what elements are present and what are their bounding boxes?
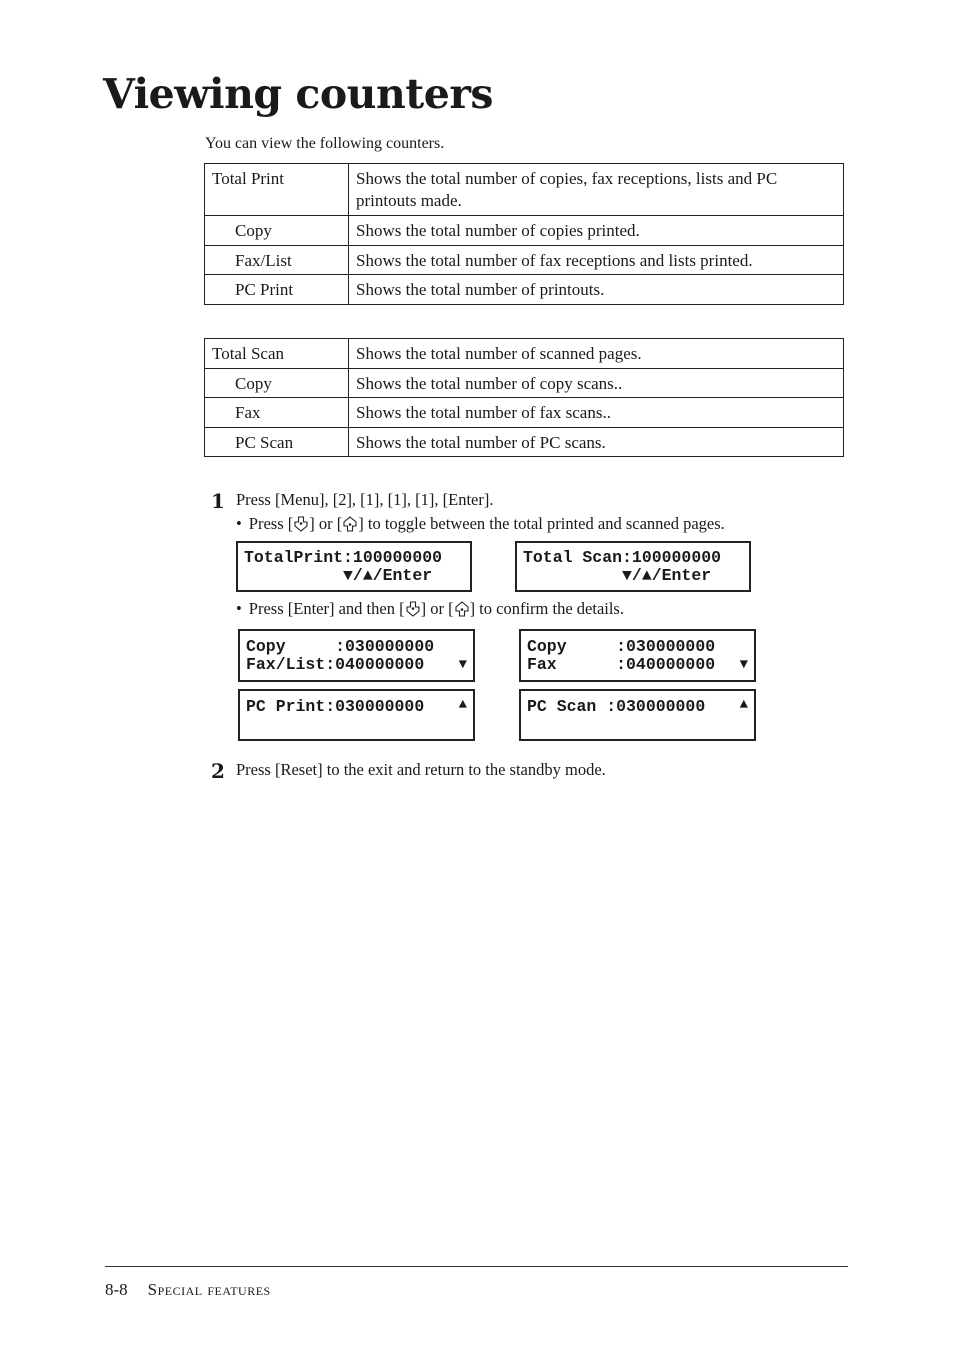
counter-description: Shows the total number of copies printed. — [349, 216, 844, 246]
counter-description: Shows the total number of copies, fax receptions, lists and PC printouts made. — [349, 164, 844, 216]
table-row — [205, 368, 844, 398]
counter-label: PC Scan — [205, 427, 349, 457]
up-key-icon — [455, 601, 469, 617]
bullet-mark: • — [236, 514, 242, 533]
down-arrow-icon: ▼ — [458, 657, 467, 673]
counter-label: Copy — [205, 216, 349, 246]
lcd-line: ▼/▲/Enter — [244, 566, 433, 585]
counter-description: Shows the total number of scanned pages. — [349, 339, 844, 369]
bullet-mark: • — [236, 599, 242, 618]
counter-label: Copy — [205, 368, 349, 398]
counter-label: Fax/List — [205, 245, 349, 275]
step-1-text: Press [Menu], [2], [1], [1], [1], [Enter]. — [236, 490, 494, 509]
bullet-toggle — [236, 513, 725, 535]
down-arrow-icon: ▼ — [739, 657, 748, 673]
counter-label: Fax — [205, 398, 349, 428]
lcd-line: PC Print:030000000 — [246, 697, 425, 716]
lcd-print-copy-fax — [238, 629, 475, 682]
lcd-line: ▼/▲/Enter — [523, 566, 712, 585]
lcd-line: TotalPrint:100000000 — [244, 548, 443, 567]
table-row — [205, 275, 844, 305]
step-2-text: Press [Reset] to the exit and return to the standby mode. — [236, 760, 606, 779]
up-arrow-icon: ▲ — [458, 697, 467, 713]
table-row — [205, 398, 844, 428]
print-counters-table — [204, 163, 844, 305]
page-title: Viewing counters — [103, 70, 494, 118]
lcd-line: Fax :040000000 — [527, 655, 716, 674]
table-row — [205, 339, 844, 369]
counter-label: Total Print — [205, 164, 349, 216]
table-row — [205, 427, 844, 457]
lcd-pc-scan — [519, 689, 756, 741]
lcd-total-print — [236, 541, 472, 592]
counter-description: Shows the total number of printouts. — [349, 275, 844, 305]
bullet-confirm — [236, 598, 624, 620]
counter-label: PC Print — [205, 275, 349, 305]
lcd-line: Copy :030000000 — [527, 637, 716, 656]
bullet-text: ] or [ — [309, 514, 343, 533]
table-row — [205, 164, 844, 216]
lcd-line: PC Scan :030000000 — [527, 697, 706, 716]
counter-description: Shows the total number of PC scans. — [349, 427, 844, 457]
bullet-text: Press [ — [248, 514, 294, 533]
footer-rule — [105, 1266, 848, 1267]
bullet-text: ] to confirm the details. — [469, 599, 624, 618]
up-arrow-icon: ▲ — [739, 697, 748, 713]
section-name: Special features — [147, 1280, 271, 1299]
down-key-icon — [294, 516, 308, 532]
bullet-text: ] to toggle between the total printed and scanned pages. — [358, 514, 725, 533]
counter-description: Shows the total number of copy scans.. — [349, 368, 844, 398]
table-row — [205, 216, 844, 246]
counter-description: Shows the total number of fax receptions and lists printed. — [349, 245, 844, 275]
intro-text: You can view the following counters. — [205, 135, 445, 152]
table-row — [205, 245, 844, 275]
up-key-icon — [343, 516, 357, 532]
bullet-text: Press [Enter] and then [ — [248, 599, 405, 618]
lcd-line: Total Scan:100000000 — [523, 548, 722, 567]
counter-description: Shows the total number of fax scans.. — [349, 398, 844, 428]
lcd-pc-print — [238, 689, 475, 741]
page-number: 8-8 — [105, 1280, 128, 1299]
page-footer — [105, 1279, 271, 1301]
lcd-line: Copy :030000000 — [246, 637, 435, 656]
down-key-icon — [406, 601, 420, 617]
lcd-scan-copy-fax — [519, 629, 756, 682]
lcd-total-scan — [515, 541, 751, 592]
bullet-text: ] or [ — [420, 599, 454, 618]
counter-label: Total Scan — [205, 339, 349, 369]
step-1-number: 1 — [211, 489, 225, 513]
lcd-line: Fax/List:040000000 — [246, 655, 425, 674]
step-2-number: 2 — [211, 759, 225, 783]
scan-counters-table — [204, 338, 844, 457]
